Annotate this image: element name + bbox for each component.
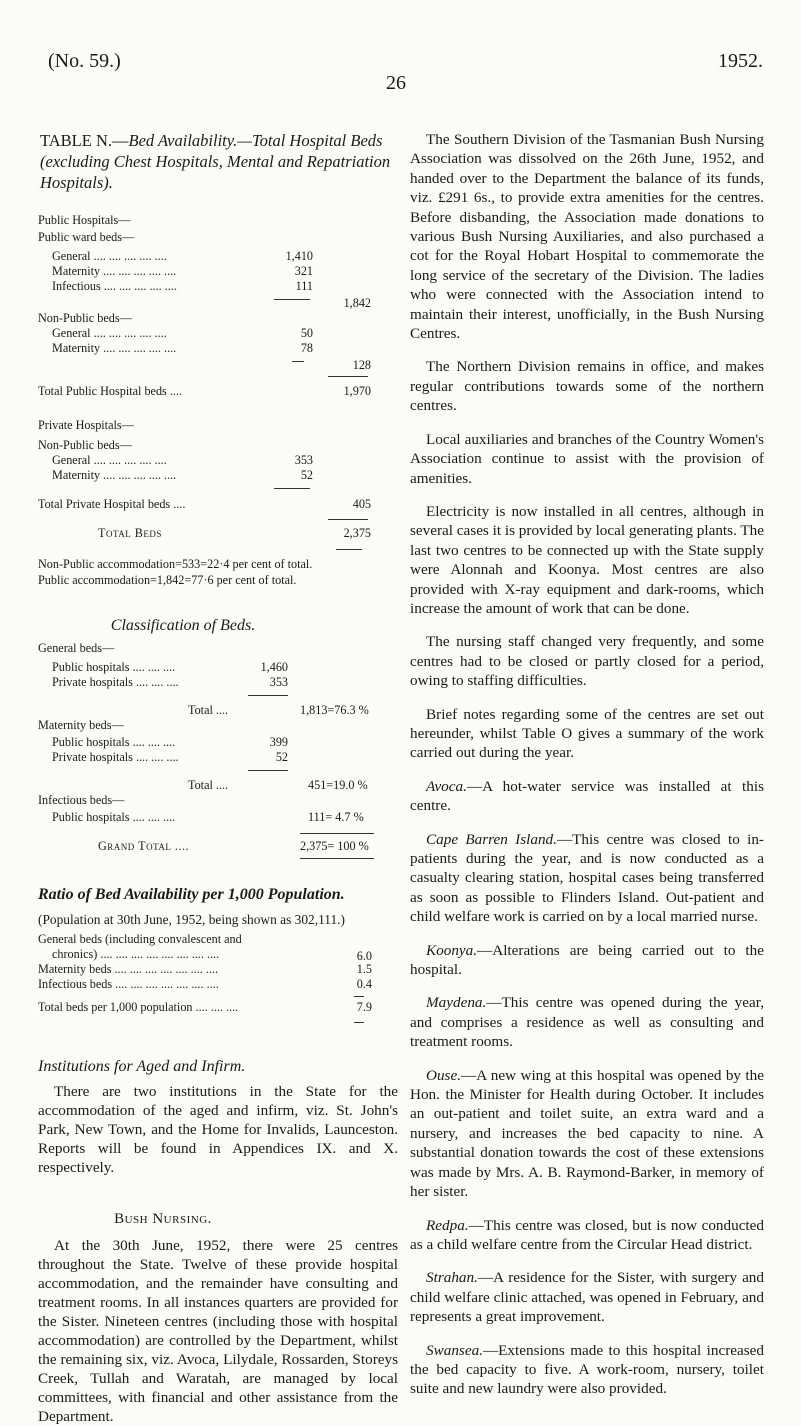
ratio-maternity-value: 1.5	[356, 962, 372, 976]
bush-nursing-body: At the 30th June, 1952, there were 25 centres throughout the State. Twelve of these provide hospital accommodation, and the remainder have consulting and treatment rooms. In all instances quarters are provided for the Sister. Nineteen centres (including those with hospital accommodation) are controlled by the Department, whilst the remaining six, viz. Avoca, Lilydale, Rossarden, Storeys Creek, Tullah and Waratah, are managed by local committees, with financial and other assistance from the Department.	[38, 1237, 398, 1425]
np-total: 128	[352, 358, 371, 372]
m-private-value: 52	[275, 750, 288, 764]
paragraph-brief-notes	[410, 705, 764, 763]
ouse-text: —A new wing at this hospital was opened by the Hon. the Minister for Health during October. It includes an out-patient and toilet suite, an extra ward and a nursery, and increases the bed capacity to nine. A substantial donation towards the cost of these extensions was made by Mrs. A. B. Raymond-Barker, in memory of her sister.	[410, 1066, 764, 1201]
redpa-text: —This centre was closed, but is now conducted as a child welfare centre from the Circular Head district.	[410, 1216, 764, 1253]
double-rule	[354, 1022, 364, 1023]
total-beds-label: Total Beds	[98, 526, 162, 540]
grand-total-label: Grand Total ....	[98, 839, 190, 853]
m-public-label: Public hospitals .... .... ....	[52, 735, 176, 749]
paragraph-electricity	[410, 502, 764, 618]
double-rule	[300, 858, 374, 859]
paragraph-southern-division	[410, 130, 764, 343]
public-ward-total: 1,842	[343, 296, 371, 310]
ratio-general-label-1: General beds (including convalescent and	[38, 932, 242, 946]
private-hospitals-heading: Private Hospitals—	[38, 418, 134, 432]
subtotal-rule	[248, 695, 288, 696]
staff-text: The nursing staff changed very frequently, and some centres had to be closed or partly closed for a period, owing to staffing difficulties.	[410, 633, 764, 690]
total-private-value: 405	[352, 497, 371, 511]
nonpublic-accommodation: Non-Public accommodation=533=22·4 per cent of total.	[38, 557, 313, 571]
right-column	[410, 130, 764, 1413]
public-ward-beds-heading: Public ward beds—	[38, 230, 135, 244]
entry-redpa	[410, 1216, 764, 1255]
pr-general-label: General .... .... .... .... ....	[52, 453, 167, 467]
general-value: 1,410	[285, 249, 313, 263]
total-public-label: Total Public Hospital beds ....	[38, 384, 183, 398]
subtotal-rule	[292, 361, 304, 362]
strahan-name: Strahan.	[426, 1269, 478, 1287]
np-general-label: General .... .... .... .... ....	[52, 326, 167, 340]
institutions-title: Institutions for Aged and Infirm.	[38, 1058, 246, 1075]
total-beds-value: 2,375	[343, 526, 371, 540]
redpa-name: Redpa.	[426, 1216, 469, 1234]
bush-nursing-text	[38, 1236, 398, 1426]
ratio-title: Ratio of Bed Availability per 1,000 Population.	[38, 886, 345, 903]
np-general-value: 50	[300, 326, 313, 340]
paragraph-northern-division	[410, 357, 764, 415]
m-total-label: Total ....	[188, 778, 229, 792]
subtotal-rule	[248, 770, 288, 771]
g-public-label: Public hospitals .... .... ....	[52, 660, 176, 674]
maydena-name: Maydena.	[426, 994, 487, 1012]
northern-division-text: The Northern Division remains in office, and makes regular contributions towards some of the northern centres.	[410, 358, 764, 415]
entry-cape-barren	[410, 830, 764, 927]
infectious-beds-heading: Infectious beds—	[38, 793, 125, 807]
cape-barren-text: —This centre was closed to in-patients during the year, and is now conducted as a casualty clearing station, hospital cases being transferred as soon as possible to Flinders Island. Out-patient and child welfare work is carried on by a local married nurse.	[410, 830, 764, 926]
maternity-label: Maternity .... .... .... .... ....	[52, 264, 177, 278]
g-public-value: 1,460	[260, 660, 288, 674]
general-label: General .... .... .... .... ....	[52, 249, 167, 263]
ratio-maternity-label: Maternity beds .... .... .... .... .... .... ....	[38, 962, 219, 976]
total-rule	[328, 519, 368, 520]
population-note: (Population at 30th June, 1952, being shown as 302,111.)	[38, 912, 345, 927]
public-hospitals-heading: Public Hospitals—	[38, 213, 131, 227]
public-accommodation: Public accommodation=1,842=77·6 per cent of total.	[38, 573, 297, 587]
g-total-value: 1,813=76.3 %	[300, 703, 369, 717]
entry-strahan	[410, 1268, 764, 1326]
subtotal-rule	[354, 996, 364, 997]
non-public-beds-heading: Non-Public beds—	[38, 311, 132, 325]
ratio-infectious-value: 0.4	[356, 977, 372, 991]
ratio-general-value: 6.0	[356, 949, 372, 963]
g-private-label: Private hospitals .... .... ....	[52, 675, 179, 689]
double-rule	[336, 549, 362, 550]
paragraph-staff	[410, 632, 764, 690]
table-n-caption	[40, 130, 398, 193]
cape-barren-name: Cape Barren Island.	[426, 830, 557, 848]
infectious-value: 111	[295, 279, 313, 293]
i-public-label: Public hospitals .... .... ....	[52, 810, 176, 824]
bush-nursing-heading: Bush Nursing.	[114, 1211, 212, 1227]
entry-avoca	[410, 777, 764, 816]
table-n-title: Bed Availability.—Total Hospital Beds (excluding Chest Hospitals, Mental and Repatriation Hospitals).	[40, 131, 391, 192]
total-private-label: Total Private Hospital beds ....	[38, 497, 186, 511]
g-private-value: 353	[269, 675, 288, 689]
brief-notes-text: Brief notes regarding some of the centres are set out hereunder, whilst Table O gives a summary of the work carried out during the year.	[410, 705, 764, 762]
ouse-name: Ouse.	[426, 1066, 462, 1084]
entry-ouse	[410, 1066, 764, 1202]
general-beds-heading: General beds—	[38, 641, 115, 655]
koonya-text: —Alterations are being carried out to the hospital.	[410, 941, 764, 979]
private-np-beds-heading: Non-Public beds—	[38, 438, 132, 452]
pr-maternity-value: 52	[300, 468, 313, 482]
np-maternity-value: 78	[300, 341, 313, 355]
total-rule	[300, 833, 374, 834]
report-number: (No. 59.)	[48, 50, 121, 72]
ratio-infectious-label: Infectious beds .... .... .... .... .... .... ....	[38, 977, 219, 991]
electricity-text: Electricity is now installed in all centres, although in several cases it is provided by local generating plants. The last two centres to be connected up with the State supply were Alonnah and Koonya. Most centres are also provided with X-ray equipment and dark-rooms, which increase the amount of work that can be done.	[410, 502, 764, 617]
institutions-body: There are two institutions in the State for the accommodation of the aged and infirm, viz. St. John's Park, New Town, and the Home for Invalids, Launceston. Reports will be found in Appendices IX. and X. respectively.	[38, 1083, 398, 1176]
i-public-value: 111= 4.7 %	[308, 810, 364, 824]
classification-title: Classification of Beds.	[110, 617, 256, 634]
ratio-general-label-2: chronics) .... .... .... .... .... .... .... ....	[52, 947, 220, 961]
pr-maternity-label: Maternity .... .... .... .... ....	[52, 468, 177, 482]
ratio-total-value: 7.9	[356, 1000, 372, 1014]
strahan-text: —A residence for the Sister, with surgery and child welfare clinic attached, was opened in February, and represents a great improvement.	[410, 1269, 764, 1326]
g-total-label: Total ....	[188, 703, 229, 717]
total-rule	[328, 376, 368, 377]
subtotal-rule	[274, 488, 310, 489]
southern-division-text: The Southern Division of the Tasmanian Bush Nursing Association was dissolved on the 26th June, 1952, and handed over to the Department the balance of its funds, viz. £291 6s., to provide extra amenities for the centres. Before disbanding, the Association made donations to various Bush Nursing Auxiliaries, and also purchased a cot for the Royal Hobart Hospital to commemorate the long service of the secretary of the Division. The ladies who were connected with the Association intend to maintain their interest, unofficially, in the Bush Nursing Centres.	[410, 131, 764, 343]
institutions-text	[38, 1082, 398, 1177]
ratio-total-label: Total beds per 1,000 population .... .... ....	[38, 1000, 239, 1014]
total-public-value: 1,970	[343, 384, 371, 398]
swansea-name: Swansea.	[426, 1341, 483, 1359]
koonya-name: Koonya.	[426, 941, 478, 959]
report-year: 1952.	[718, 50, 763, 72]
auxiliaries-text: Local auxiliaries and branches of the Country Women's Association continue to assist with the provision of amenities.	[410, 430, 764, 487]
pr-general-value: 353	[294, 453, 313, 467]
swansea-text: —Extensions made to this hospital increased the bed capacity to five. A work-room, nursery, toilet suite and new laundry were also provided.	[410, 1341, 764, 1398]
np-maternity-label: Maternity .... .... .... .... ....	[52, 341, 177, 355]
paragraph-auxiliaries	[410, 430, 764, 488]
infectious-label: Infectious .... .... .... .... ....	[52, 279, 177, 293]
maternity-value: 321	[294, 264, 313, 278]
avoca-name: Avoca.	[426, 777, 467, 795]
left-column	[38, 130, 398, 1426]
classification-table	[38, 641, 398, 864]
table-n-label: TABLE N.—	[40, 131, 129, 150]
entry-swansea	[410, 1341, 764, 1399]
m-public-value: 399	[269, 735, 288, 749]
subtotal-rule	[274, 299, 310, 300]
entry-maydena	[410, 993, 764, 1051]
page-number: 26	[386, 72, 406, 94]
ratio-table	[38, 912, 398, 1026]
table-n	[38, 213, 398, 589]
m-private-label: Private hospitals .... .... ....	[52, 750, 179, 764]
entry-koonya	[410, 941, 764, 980]
maternity-beds-heading: Maternity beds—	[38, 718, 124, 732]
avoca-text: —A hot-water service was installed at this centre.	[410, 777, 764, 815]
maydena-text: —This centre was opened during the year, and comprises a residence as well as consulting and treatment rooms.	[410, 994, 764, 1051]
grand-total-value: 2,375= 100 %	[300, 839, 369, 853]
m-total-value: 451=19.0 %	[308, 778, 368, 792]
